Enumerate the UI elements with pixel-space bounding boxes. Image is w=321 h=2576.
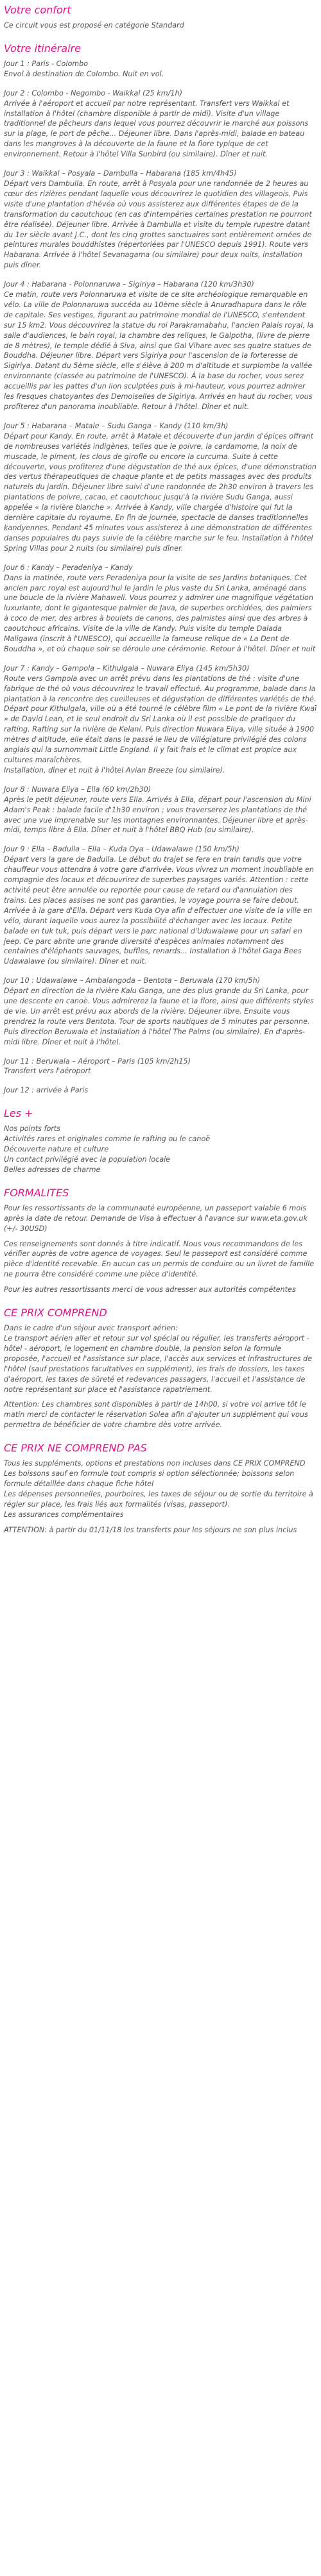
day-body: Départ vers Dambulla. En route, arrêt à Posyala pour une randonnée de 2 heures au cœur des rizières pendant laquelle vous découvrirez le quotidien des villageois. Puis visite d'une plantation d'hévéa où vous assisterez aux différentes étapes de de la transformation du caoutchouc (en cas d'intempéries certaines prestation ne pourront être réalisée). Déjeuner libre. Arrivée à Dambulla et visite du temple rupestre datant du 1er siècle avant J.C., dont les cinq grottes sanctuaires sont entièrement ornées de peintures murales bouddhistes (répertoriées par l'UNESCO depuis 1991). Route vers Habarana. Arrivée à l'hôtel Sevanagama (ou similaire) pour deux nuits, installation puis dîner. (4, 179, 312, 270)
ne-comprend-paragraph: Tous les suppléments, options et prestations non incluses dans CE PRIX COMPREND Les boissons sauf en formule tout compris si option sélectionnée; boissons selon formule détaillée dans chaque fiche hôtel Les dépenses personnelles, pourboires, les taxes de séjour ou de sortie du territoire à régler sur place, les frais liés aux formalités (visas, passeport). Les assurances complémentaires (4, 1459, 313, 1519)
day-title: Jour 3 : Waikkal – Posyala – Dambulla – Habarana (185 km/4h45) (4, 169, 237, 178)
comprend-paragraph: Dans le cadre d'un séjour avec transport aérien: Le transport aérien aller et retour sur vol spécial ou régulier, les transferts aéroport - hôtel - aéroport, le logement en chambre double, la pension selon la formule proposée, l'accueil et l'assistance sur place, l'accès aux services et infrastructures de l'hôtel (sauf prestations facultatives en supplément), les frais de dossiers, les taxes d'aéroport, les taxes de sûreté et redevances passagers, l'accueil et l'assistance de notre représentant sur place et l'assistance rapatriement. (4, 1324, 312, 1394)
formalites-paragraph: Ces renseignements sont donnés à titre indicatif. Nous vous recommandons de les vérifier auprès de votre agence de voyages. Seul le passeport est considéré comme pièce d'identité recevable. En aucun cas un permis de conduire ou un livret de famille ne pourra être considéré comme une pièce d'identité. (4, 1239, 315, 1279)
section-title: Votre confort (4, 4, 71, 16)
section-confort (4, 4, 317, 31)
list-item: Nos points forts (4, 1125, 61, 1133)
day-body: Arrivée à l'aéroport et accueil par notre représentant. Transfert vers Waikkal et installation à l'hôtel (chambre disponible à partir de midi). Visite d'un village traditionnel de pêcheurs dans lequel vous pourrez découvrir le marché aux poissons sur la plage, le port de pêche... Déjeuner libre. Dans l'après-midi, balade en bateau dans les mangroves à la découverte de la faune et la flore typique de cet environnement. Retour à l'hôtel Villa Sunbird (ou similaire). Dîner et nuit. (4, 99, 309, 159)
day-title: Jour 11 : Beruwala – Aéroport – Paris (105 km/2h15) (4, 1057, 191, 1066)
day-body: Après le petit déjeuner, route vers Ella. Arrivés à Ella, départ pour l'ascension du Mini Adam's Peak : balade facile d'1h30 environ ; vous traverserez les plantations de thé avec une vue imprenable sur les montagnes environnantes. Déjeuner libre et après-midi, temps libre à Ella. Dîner et nuit à l'hôtel BBQ Hub (ou similaire). (4, 795, 311, 835)
itinerary-day-3 (4, 169, 317, 271)
day-body: Départ pour Kandy. En route, arrêt à Matale et découverte d'un jardin d'épices offrant de nombreuses variétés indigènes, telles que le poivre, la cardamome, la noix de muscade, le piment, les clous de girofle ou encore la curcuma. Suite à cette découverte, vous profiterez d'une dégustation de thé aux épices, d'une démonstration des vertus thérapeutiques de chaque plante et de petits massages avec des produits naturels du jardin. Déjeuner libre suivi d'une randonnée de 2h30 environ à travers les plantations de poivre, cacao, et caoutchouc jusqu'à la rivière Sudu Ganga, aussi appelée « la rivière blanche ». Arrivée à Kandy, ville chargée d'histoire qui fut la dernière capitale du royaume. En fin de journée, spectacle de danses traditionnelles kandyennes. Pendant 45 minutes vous assisterez à une démonstration de différentes danses populaires du pays suivie de la célèbre marche sur le feu. Installation à l'hôtel Spring Villas pour 2 nuits (ou similaire) puis dîner. (4, 431, 317, 553)
section-title: Votre itinéraire (4, 42, 81, 54)
ne-comprend-paragraph: ATTENTION: à partir du 01/11/18 les transferts pour les séjours ne son plus inclus (4, 1525, 297, 1534)
itinerary-day-11 (4, 1057, 317, 1077)
section-title: FORMALITES (4, 1186, 69, 1199)
itinerary-day-2 (4, 88, 317, 160)
section-prix-ne-comprend-pas (4, 1442, 317, 1535)
section-prix-comprend (4, 1307, 317, 1430)
day-title: Jour 4 : Habarana - Polonnaruwa – Sigiriya – Habarana (120 km/3h30) (4, 280, 254, 289)
day-title: Jour 7 : Kandy – Gampola – Kithulgala – Nuwara Eliya (145 km/5h30) (4, 664, 250, 673)
list-item: Belles adresses de charme (4, 1165, 101, 1174)
day-body: Route vers Gampola avec un arrêt prévu dans les plantations de thé : visite d'une fabrique de thé où vous découvrirez le travail effectué. Au programme, balade dans la plantation à la rencontre des cueilleuses et dégustation de différentes variétés de thé. Départ pour Kithulgala, ville où a été tourné le célèbre film « Le pont de la rivière Kwaï » de David Lean, et le seul endroit du Sri Lanka où il est possible de pratiquer du rafting. Rafting sur la rivière de Kelani. Puis direction Nuwara Eliya, ville située à 1900 mètres d'altitude, elle était dans le passé le lieu de villégiature privilégié des colons anglais qui la surnommait Little England. Il y fait frais et le climat est propice aux cultures maraîchères. Installation, dîner et nuit à l'hôtel Avian Breeze (ou similaire). (4, 674, 317, 774)
itinerary-day-8 (4, 785, 317, 836)
section-les-plus (4, 1107, 317, 1175)
section-itineraire (4, 42, 317, 1096)
day-body: Dans la matinée, route vers Peradeniya pour la visite de ses Jardins botaniques. Cet ancien parc royal est aujourd'hui le jardin le plus vaste du Sri Lanka, aménagé dans une boucle de la rivière Mahaweli. Vous pourrez y admirer une magnifique végétation luxuriante, dont le gigantesque palmier de Java, de superbes orchidées, des palmiers à coco de mer, des arbres à boulets de canons, des palmistes ainsi que des arbres à caoutchouc africains. Visite de la ville de Kandy. Puis visite du temple Dalada Maligawa (inscrit à l'UNESCO), qui accueille la fameuse relique de « La Dent de Bouddha », et où chaque soir se déroule une cérémonie. Retour à l'hôtel. Dîner et nuit (4, 573, 316, 653)
itinerary-day-6 (4, 563, 317, 655)
list-item: Découverte nature et culture (4, 1145, 109, 1154)
itinerary-day-4 (4, 280, 317, 412)
day-title: Jour 5 : Habarana – Matale – Sudu Ganga – Kandy (110 km/3h) (4, 421, 229, 430)
itinerary-day-12 (4, 1085, 317, 1096)
day-body: Envol à destination de Colombo. Nuit en vol. (4, 69, 164, 78)
day-title: Jour 8 : Nuwara Eliya – Ella (60 km/2h30) (4, 785, 152, 794)
day-title: Jour 1 : Paris - Colombo (4, 59, 89, 68)
itinerary-day-9 (4, 844, 317, 967)
list-item: Un contact privilégié avec la population locale (4, 1155, 171, 1164)
comprend-paragraph: Attention: Les chambres sont disponibles à partir de 14h00, si votre vol arrive tôt le matin merci de contacter le réservation Solea afin d'ajouter un supplément qui vous permettra de bénéficier de votre chambre dès votre arrivée. (4, 1400, 308, 1430)
itinerary-day-5 (4, 421, 317, 554)
itinerary-day-7 (4, 664, 317, 776)
day-title: Jour 12 : arrivée à Paris (4, 1086, 89, 1095)
section-title: CE PRIX NE COMPREND PAS (4, 1442, 147, 1455)
itinerary-day-10 (4, 976, 317, 1047)
day-title: Jour 10 : Udawalawe – Ambalangoda – Bentota – Beruwala (170 km/5h) (4, 976, 261, 985)
section-title: CE PRIX COMPREND (4, 1307, 107, 1319)
list-item: Activités rares et originales comme le rafting ou le canoë (4, 1135, 211, 1144)
highlights-list (4, 1124, 317, 1175)
day-title: Jour 2 : Colombo - Negombo - Waikkal (25 km/1h) (4, 88, 182, 97)
formalites-paragraph: Pour les ressortissants de la communauté européenne, un passeport valable 6 mois après la date de retour. Demande de Visa à effectuer à l'avance sur www.eta.gov.uk (+/- 30USD) (4, 1203, 308, 1233)
formalites-paragraph: Pour les autres ressortissants merci de vous adresser aux autorités compétentes (4, 1285, 296, 1294)
section-formalites (4, 1187, 317, 1295)
day-title: Jour 6 : Kandy – Peradeniya – Kandy (4, 563, 133, 572)
confort-text: Ce circuit vous est proposé en catégorie Standard (4, 21, 184, 29)
day-title: Jour 9 : Ella – Badulla – Ella – Kuda Oya – Udawalawe (150 km/5h) (4, 845, 239, 854)
day-body: Transfert vers l'aéroport (4, 1067, 91, 1076)
day-body: Départ vers la gare de Badulla. Le début du trajet se fera en train tandis que votre chauffeur vous attendra à votre gare d'arrivée. Vous vivrez un moment inoubliable en compagnie des locaux et découvrirez de superbes paysages variés. Attention : cette activité peut être annulée ou reportée pour cause de retard ou d'annulation des trains. Les places assises ne sont pas garanties, le voyage pourra se faire debout. Arrivée à la gare d'Ella. Départ vers Kuda Oya afin d'effectuer une visite de la ville en vélo, durant laquelle vous aurez la possibilité d'échanger avec les locaux. Petite balade en tuk tuk, puis départ vers le parc national d'Uduwalawe pour un safari en jeep. Ce parc abrite une grande diversité d'espèces animales notamment des centaines d'éléphants sauvages, buffles, renards... Installation à l'hôtel Gaga Bees Udawalawe (ou similaire). Dîner et nuit. (4, 855, 314, 966)
section-title: Les + (4, 1107, 33, 1120)
itinerary-day-1 (4, 59, 317, 79)
day-body: Départ en direction de la rivière Kalu Ganga, une des plus grande du Sri Lanka, pour une descente en canoë. Vous admirerez la faune et la flore, ainsi que différents styles de vie. Un arrêt est prévu aux abords de la rivière. Déjeuner libre. Ensuite vous prendrez la route vers Bentota. Tour de sports nautiques de 5 minutes par personne. Puis direction Beruwala et installation à l'hôtel The Palms (ou similaire). En d'après-midi libre. Dîner et nuit à l'hôtel. (4, 987, 314, 1046)
day-body: Ce matin, route vers Polonnaruwa et visite de ce site archéologique remarquable en vélo. La ville de Polonnaruwa succéda au 10ème siècle à Anuradhapura dans le rôle de capitale. Ses vestiges, figurant au patrimoine mondial de l'UNESCO, s'entendent sur 15 km2. Vous découvrirez la statue du roi Parakramabahu, l'ancien Palais royal, la salle d'audiences, le bain royal, la chambre des reliques, le Galpotha, (livre de pierre de 8 mètres), le temple dédié à Siva, ainsi que Gal Vihare avec ses quatre statues de Bouddha. Déjeuner libre. Départ vers Sigiriya pour l'ascension de la forteresse de Sigiriya. Datant du 5ème siècle, elle s'élève à 200 m d'altitude et surplombe la vallée environnante (classée au patrimoine de l'UNESCO). À la base du rocher, vous serez accueillis par les pattes d'un lion sculptées puis à mi-hauteur, vous pourrez admirer les fresques chatoyantes des Demoiselles de Sigiriya. Arrivés en haut du rocher, vous profiterez d'un panorama inoubliable. Retour à l'hôtel. Dîner et nuit. (4, 290, 314, 411)
